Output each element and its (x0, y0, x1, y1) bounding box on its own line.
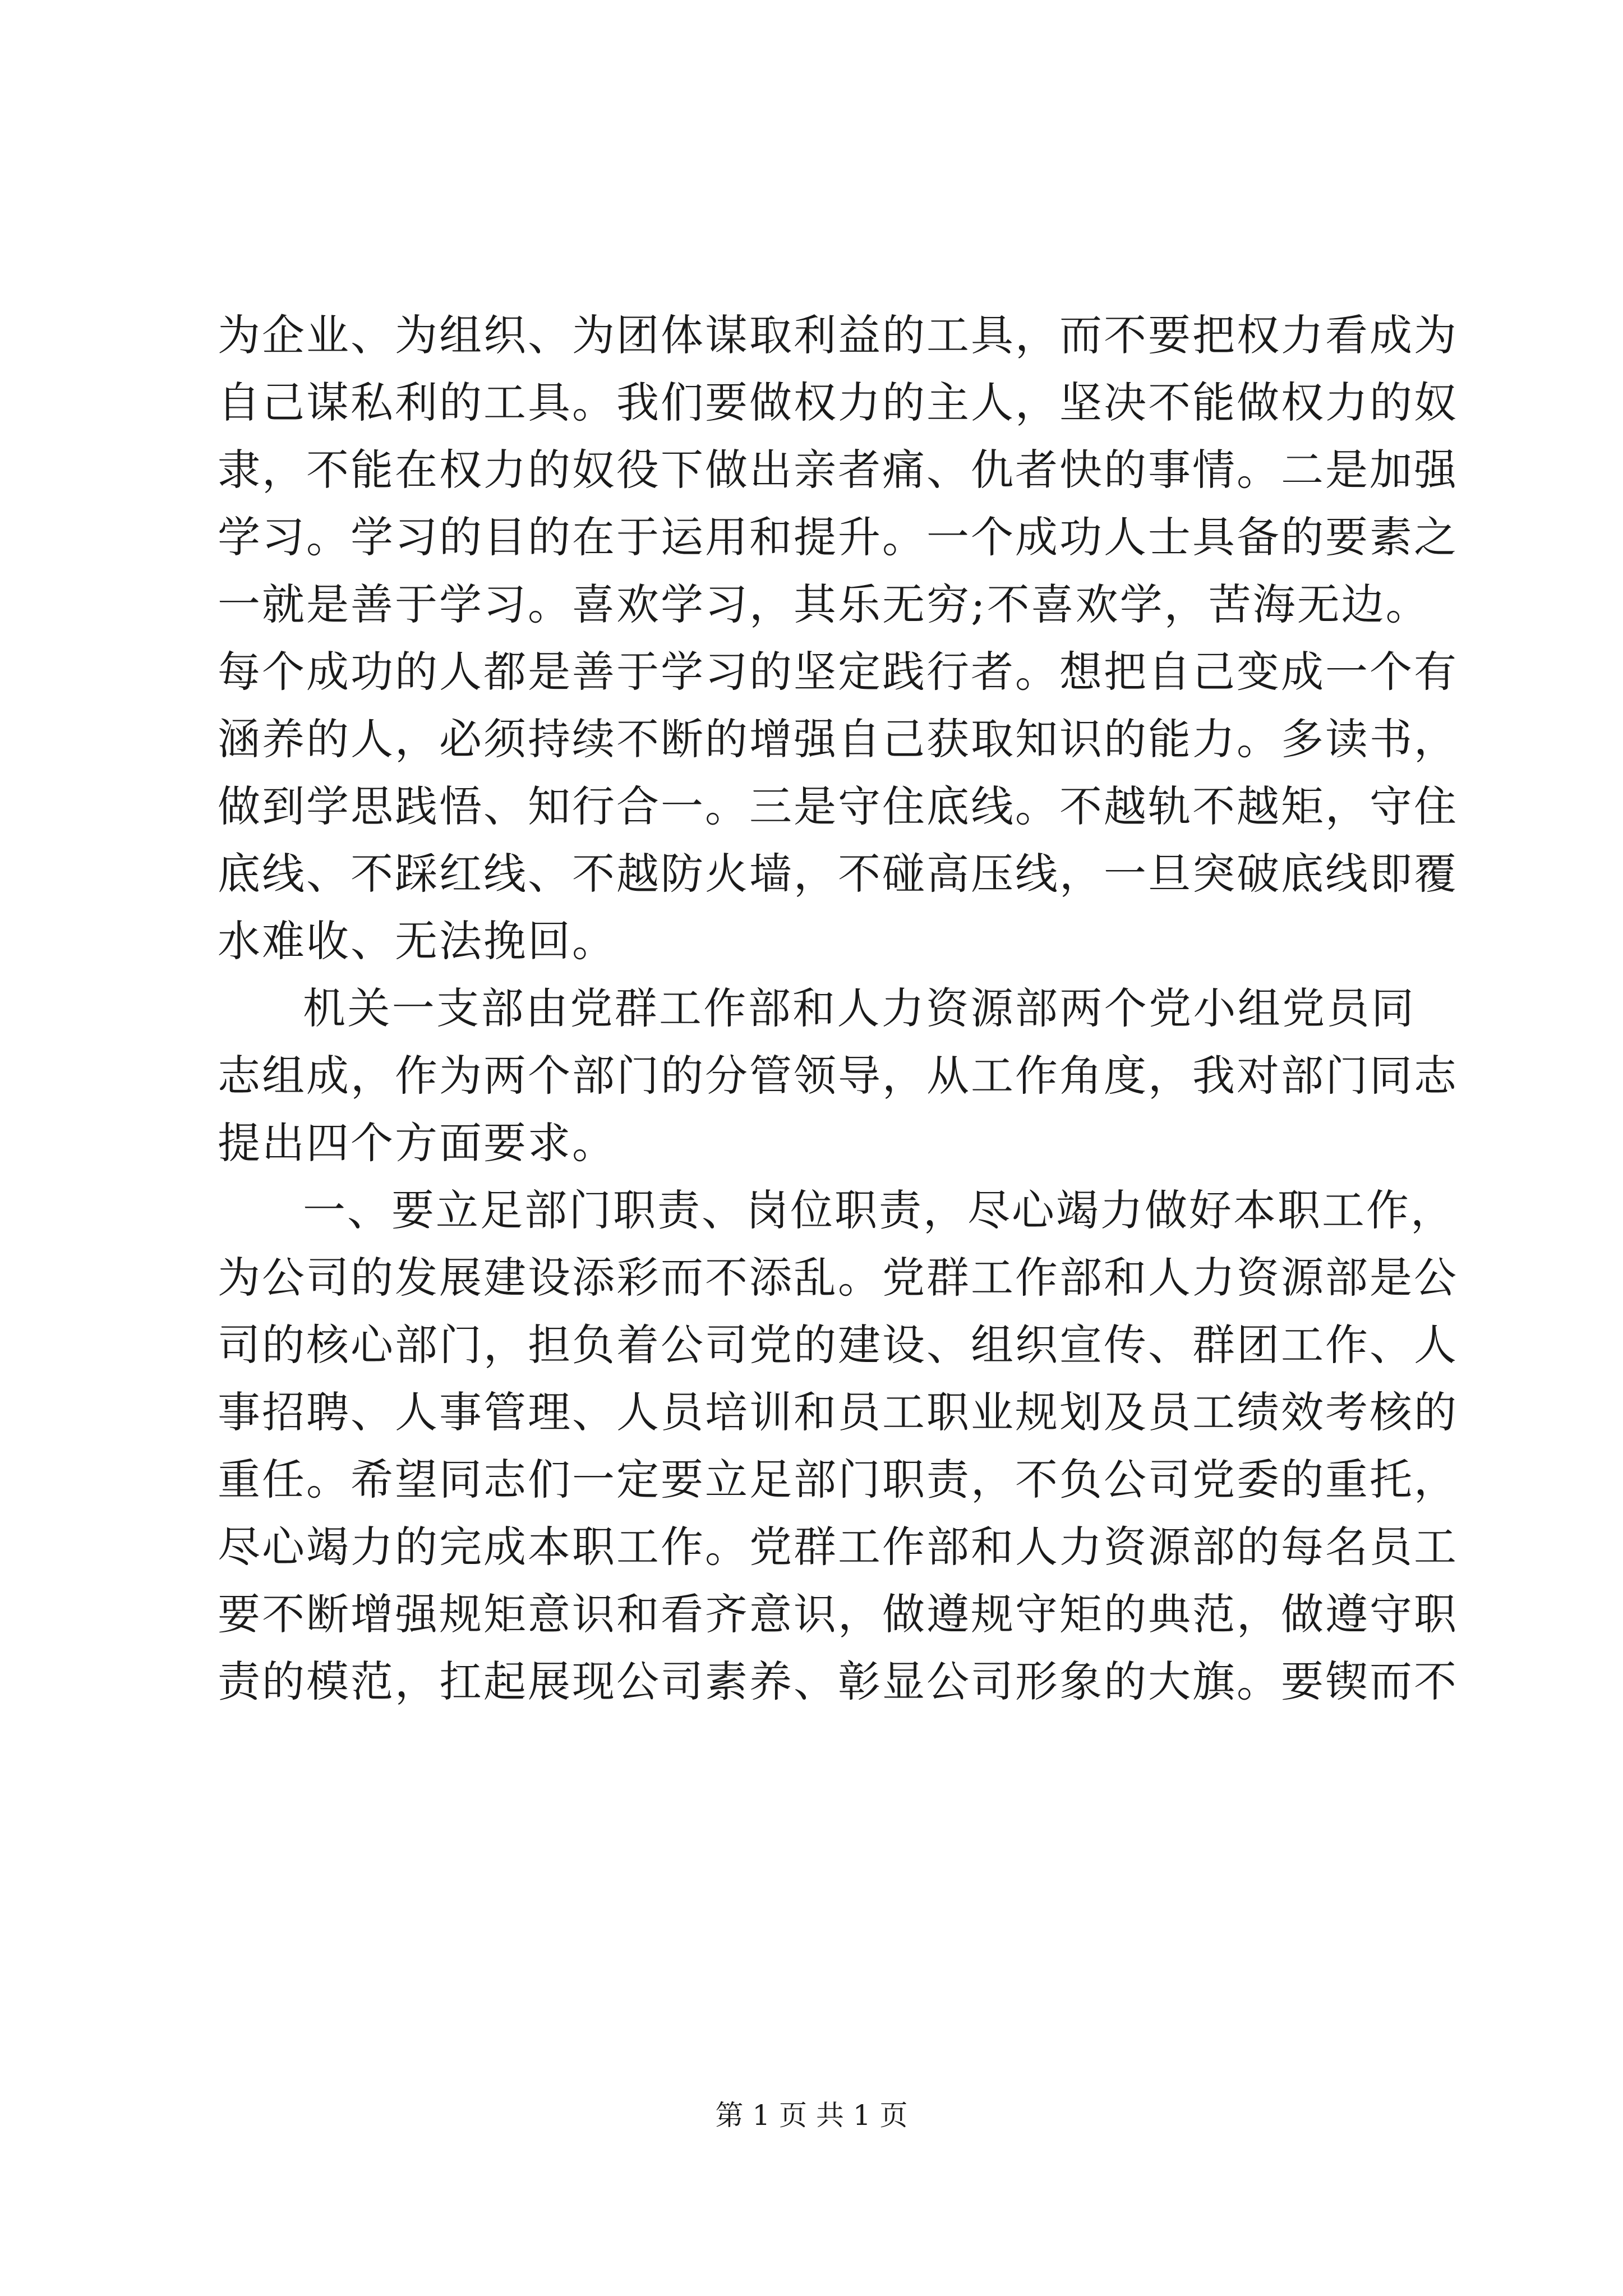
text-line: 学习。学习的目的在于运用和提升。一个成功人士具备的要素之 (218, 512, 1458, 562)
text-line: 涵养的人，必须持续不断的增强自己获取知识的能力。多读书， (218, 714, 1458, 764)
text-line: 司的核心部门，担负着公司党的建设、组织宣传、群团工作、人 (218, 1320, 1458, 1370)
text-line: 底线、不踩红线、不越防火墙，不碰高压线，一旦突破底线即覆 (218, 849, 1458, 899)
paragraph (218, 302, 1458, 975)
text-line: 尽心竭力的完成本职工作。党群工作部和人力资源部的每名员工 (218, 1522, 1458, 1572)
text-line: 水难收、无法挽回。 (218, 916, 616, 966)
text-line: 为企业、为组织、为团体谋取利益的工具，而不要把权力看成为 (218, 310, 1458, 360)
text-line: 机关一支部由党群工作部和人力资源部两个党小组党员同 (303, 983, 1415, 1033)
paragraph (218, 1177, 1458, 1715)
text-line: 重任。希望同志们一定要立足部门职责，不负公司党委的重托， (218, 1455, 1458, 1504)
text-line: 一就是善于学习。喜欢学习，其乐无穷;不喜欢学，苦海无边。 (218, 579, 1430, 629)
body-text (218, 302, 1458, 1715)
page-number-label: 第 1 页 共 1 页 (715, 2099, 908, 2132)
text-line: 提出四个方面要求。 (218, 1118, 616, 1168)
paragraph (218, 975, 1458, 1177)
text-line: 志组成，作为两个部门的分管领导，从工作角度，我对部门同志 (218, 1051, 1458, 1101)
text-line: 做到学思践悟、知行合一。三是守住底线。不越轨不越矩，守住 (218, 781, 1458, 831)
text-line: 为公司的发展建设添彩而不添乱。党群工作部和人力资源部是公 (218, 1253, 1458, 1303)
text-line: 隶，不能在权力的奴役下做出亲者痛、仇者快的事情。二是加强 (218, 445, 1458, 495)
text-line: 要不断增强规矩意识和看齐意识，做遵规守矩的典范，做遵守职 (218, 1589, 1458, 1639)
text-line: 责的模范，扛起展现公司素养、彰显公司形象的大旗。要锲而不 (218, 1657, 1458, 1706)
text-line: 自己谋私利的工具。我们要做权力的主人，坚决不能做权力的奴 (218, 378, 1458, 427)
page-footer (0, 2096, 1623, 2135)
text-line: 每个成功的人都是善于学习的坚定践行者。想把自己变成一个有 (218, 647, 1458, 697)
text-line: 一、要立足部门职责、岗位职责，尽心竭力做好本职工作， (303, 1185, 1455, 1235)
text-line: 事招聘、人事管理、人员培训和员工职业规划及员工绩效考核的 (218, 1387, 1458, 1437)
